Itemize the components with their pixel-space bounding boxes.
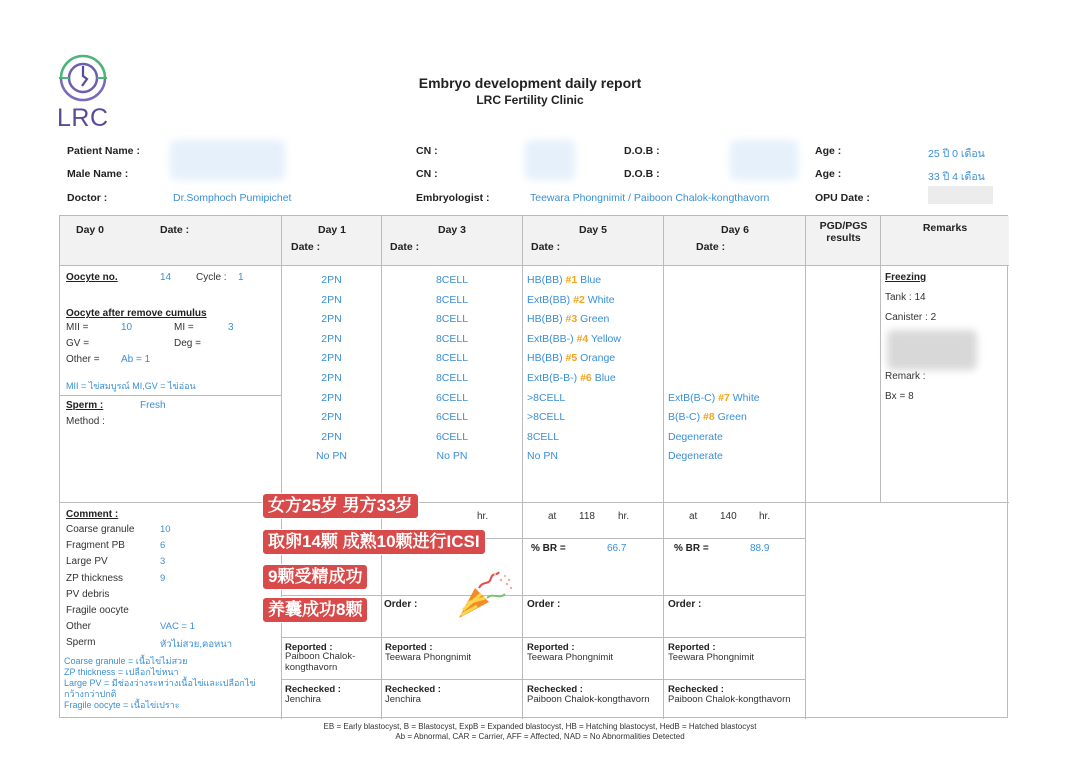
comment-value: 10 (160, 524, 171, 535)
cn-label-female: CN : (416, 145, 438, 157)
day6-reported-cell: Reported : Teewara Phongnimit (664, 638, 806, 680)
comment-note: Coarse granule = เนื้อไข่ไม่สวย (64, 656, 188, 666)
day5-br-cell: % BR = 66.7 (523, 539, 664, 596)
party-popper-icon (455, 570, 515, 622)
embryo-row: 2PN (321, 313, 342, 326)
comment-label: PV debris (66, 588, 110, 600)
comment-cell: Comment : Coarse granule 10 Fragment PB 6 Large PV 3 ZP thickness 9 PV debris Fragile oocyte Other VAC = 1 Sperm หัวไม่สวย,คอหนา Coarse granule = เนื้อไข่ไม่สวย ZP thickness = เปลือกไข่หนา Large PV = มีช่องว่างระหว่างเนื้อไข่และเปลือกไข่ กว้างกว่าปกติ Fragile oocyte = เนื้อไข่เปราะ (60, 503, 282, 719)
day3-timing-cell: hr. (382, 503, 523, 539)
comment-value: หัวไม่สวย,คอหนา (160, 639, 233, 651)
header-remarks: Remarks (881, 216, 1009, 266)
header-day0: Day 0 Date : (60, 216, 282, 266)
embryo-row: 8CELL (435, 313, 469, 326)
day1-rechecked-cell: Rechecked : Jenchira (282, 680, 382, 719)
comment-value: 6 (160, 540, 166, 552)
embryo-row: ExtB(BB-) #4 Yellow (527, 332, 621, 345)
remarks-column: Freezing Tank : 14 Canister : 2 Remark : Bx = 8 (881, 266, 1009, 503)
overlay-tag-ages: 女方25岁 男方33岁 (262, 493, 419, 519)
overlay-tag-fertilized: 9颗受精成功 (262, 564, 368, 590)
abbreviation-legend: EB = Early blastocyst, B = Blastocyst, ExpB = Expanded blastocyst, HB = Hatching blastocyst, HedB = Hatched blastocyst Ab = Abnormal, CAR = Carrier, AFF = Affected, NAD = No Abnormalities Detected (323, 722, 757, 741)
day6-br-cell: % BR = 88.9 (664, 539, 806, 596)
day5-timing-cell: at 118 hr. (523, 503, 664, 539)
redacted-remark (887, 330, 977, 370)
embryo-row: 2PN (321, 391, 342, 404)
age-label-male: Age : (815, 168, 842, 180)
day3-reported-cell: Reported : Teewara Phongnimit (382, 638, 523, 680)
day1-column (282, 266, 382, 503)
embryo-row: 2PN (321, 293, 342, 306)
doctor-label: Doctor : (67, 192, 108, 204)
header-day5: Day 5 Date : (523, 216, 664, 266)
embryo-row: B(B-C) #8 Green (668, 411, 747, 424)
day1-reported-cell: Reported : Paiboon Chalok-kongthavorn (282, 638, 382, 680)
doctor-name: Dr.Somphoch Pumipichet (173, 192, 292, 204)
header-day6: Day 6 Date : (664, 216, 806, 266)
header-day1: Day 1 Date : (282, 216, 382, 266)
day5-reported-cell: Reported : Teewara Phongnimit (523, 638, 664, 680)
logo-text: LRC (57, 104, 109, 132)
report-title-block (380, 75, 680, 107)
day0-oocyte-cell: Oocyte no. 14 Cycle : 1 Oocyte after remove cumulus MII = 10 MI = 3 GV = Deg = Other = Ab = 1 MII = ไข่สมบูรณ์ MI,GV = ไข่อ่อน (60, 266, 282, 396)
report-title: Embryo development daily report (418, 75, 642, 91)
embryo-row: 2PN (321, 274, 342, 286)
day3-order-cell: Order : (382, 596, 523, 638)
comment-note: ZP thickness = เปลือกไข่หนา (64, 667, 179, 677)
day5-rechecked-cell: Rechecked : Paiboon Chalok-kongthavorn (523, 680, 664, 719)
embryo-row: 8CELL (435, 332, 469, 345)
opu-date-label: OPU Date : (815, 192, 870, 204)
day0-sperm-cell: Sperm : Fresh Method : (60, 396, 282, 503)
day5-order-cell: Order : (523, 596, 664, 638)
embryo-row: No PN (436, 450, 468, 463)
comment-label: Large PV (66, 556, 108, 568)
embryo-row: 8CELL (527, 430, 560, 443)
day5-column (523, 266, 664, 503)
clinic-name: LRC Fertility Clinic (476, 93, 584, 107)
redacted-dob (730, 140, 798, 180)
embryo-row: ExtB(BB) #2 White (527, 293, 615, 306)
overlay-tag-blastocysts: 养囊成功8颗 (262, 597, 368, 623)
embryo-row: 6CELL (435, 391, 469, 404)
embryo-row: 2PN (321, 332, 342, 345)
pgd-remarks-bottom-cell (806, 503, 1009, 719)
embryo-row: Degenerate (668, 430, 723, 443)
day6-rechecked-cell: Rechecked : Paiboon Chalok-kongthavorn (664, 680, 806, 719)
embryo-row: 2PN (321, 372, 342, 384)
embryo-row: >8CELL (527, 391, 566, 404)
comment-value: VAC = 1 (160, 621, 195, 633)
overlay-tag-oocytes: 取卵14颗 成熟10颗进行ICSI (262, 529, 486, 555)
pgd-column (806, 266, 881, 503)
day3-rechecked-cell: Rechecked : Jenchira (382, 680, 523, 719)
dob-label-male: D.O.B : (624, 168, 660, 180)
male-age: 33 ปี 4 เดือน (928, 171, 985, 183)
embryo-row: ExtB(B-C) #7 White (668, 391, 760, 404)
embryo-row: No PN (527, 450, 558, 463)
embryo-row: 8CELL (435, 274, 469, 286)
comment-label: Sperm (66, 637, 96, 649)
embryo-row: HB(BB) #5 Orange (527, 352, 616, 365)
embryo-report-table (59, 215, 1008, 718)
patient-name-label: Patient Name : (67, 145, 140, 157)
redacted-names (170, 140, 285, 180)
day6-column (664, 266, 806, 503)
header-day3: Day 3 Date : (382, 216, 523, 266)
embryo-row: 2PN (321, 430, 342, 443)
comment-note: Large PV = มีช่องว่างระหว่างเนื้อไข่และเปลือกไข่ (64, 678, 256, 688)
embryo-row: 8CELL (435, 372, 469, 384)
comment-label: Fragment PB (66, 540, 125, 552)
redacted-cn (525, 140, 575, 180)
day3-column (382, 266, 523, 503)
embryo-row: 8CELL (435, 293, 469, 306)
comment-note: กว้างกว่าปกติ (64, 689, 117, 699)
comment-label: ZP thickness (66, 572, 124, 584)
comment-note: Fragile oocyte = เนื้อไข่เปราะ (64, 700, 180, 710)
male-name-label: Male Name : (67, 168, 129, 180)
redacted-opu-date (928, 186, 993, 204)
embryologist-label: Embryologist : (416, 192, 490, 204)
age-label-female: Age : (815, 145, 842, 157)
embryo-row: 6CELL (435, 411, 469, 424)
embryo-row: Degenerate (668, 450, 723, 463)
embryo-row: 8CELL (435, 352, 469, 365)
female-age: 25 ปี 0 เดือน (928, 148, 985, 160)
day6-timing-cell: at 140 hr. (664, 503, 806, 539)
comment-label: Fragile oocyte (66, 605, 129, 616)
comment-value: 3 (160, 556, 166, 568)
embryo-row: 6CELL (435, 430, 469, 443)
dob-label-female: D.O.B : (624, 145, 660, 157)
embryo-row: >8CELL (527, 411, 566, 424)
embryo-row: HB(BB) #3 Green (527, 313, 610, 326)
embryo-row: HB(BB) #1 Blue (527, 274, 602, 286)
embryo-row: No PN (316, 450, 347, 463)
day6-order-cell: Order : (664, 596, 806, 638)
embryologist-names: Teewara Phongnimit / Paiboon Chalok-kongthavorn (530, 192, 770, 204)
comment-label: Coarse granule (66, 524, 135, 535)
embryo-row: 2PN (321, 352, 342, 365)
comment-value: 9 (160, 572, 166, 584)
header-pgd: PGD/PGS results (806, 216, 881, 266)
embryo-row: ExtB(B-B-) #6 Blue (527, 372, 616, 384)
comment-label: Other (66, 621, 92, 633)
cn-label-male: CN : (416, 168, 438, 180)
embryo-row: 2PN (321, 411, 342, 424)
